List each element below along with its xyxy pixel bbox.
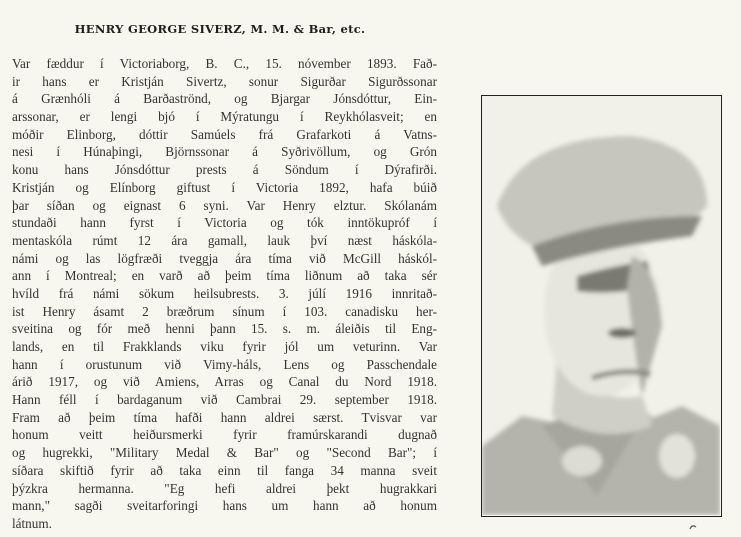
text-line: Fram að þeim tíma hafði hann aldrei særst. Tvisvar var [12, 409, 437, 425]
text-line: nesi í Húnaþingi, Björnssonar á Syðrivöllum, og Grón [12, 144, 437, 160]
text-line: mentaskóla rúmt 12 ára gamall, lauk því næst háskóla- [12, 232, 437, 248]
text-line: ann í Montreal; en varð að þeim tíma liðnum að taka sér [12, 268, 437, 284]
text-line: þýzkra hermanna. "Eg hefi aldrei þekt hugrakkari [12, 480, 437, 496]
text-line: hvíld frá námi sökum heilsubrests. 3. júlí 1916 innritað- [12, 285, 437, 301]
page-title: HENRY GEORGE SIVERZ, M. M. & Bar, etc. [74, 22, 366, 36]
text-line: og hugrekki, "Military Medal & Bar" og "Second Bar"; í [12, 445, 437, 461]
text-line: konu hans Jónsdóttur prests á Söndum í Dýrafirði. [12, 162, 437, 178]
text-line: Kristján og Elínborg giftust í Victoria 1892, hafa búið [12, 179, 437, 195]
biography-text [12, 55, 437, 533]
text-line: lands, en til Frakklands viku fyrir jól um veturinn. Var [12, 339, 437, 354]
text-line: stundaði hann fyrst í Victoria og tók inntökupróf í [12, 215, 437, 231]
text-line: þar síðan og eignast 6 syni. Var Henry elztur. Skólanám [12, 197, 437, 213]
text-line: sveitina og fór með henni þann 15. s. m. áleiðis til Eng- [12, 321, 437, 337]
text-line: Var fæddur í Victoriaborg, B. C., 15. nóvember 1893. Fað- [12, 56, 437, 71]
text-line: hann í orustunum við Vimy-háls, Lens og Passchendale [12, 356, 437, 372]
text-line: námi og las lögfræði tveggja ára tíma við McGill háskól- [12, 250, 437, 266]
text-line: síðara skiftið fyrir að taka einn til fanga 34 manna sveit [12, 462, 437, 478]
portrait-image [482, 96, 720, 515]
text-line: mann," sagði sveitarforingi hans um hann að honum [12, 498, 437, 514]
text-line: árið 1917, og við Amiens, Arras og Canal du Nord 1918. [12, 374, 437, 390]
text-line: á Grænhóli á Barðaströnd, og Bjargar Jónsdóttur, Ein- [12, 91, 437, 107]
printer-mark-icon [689, 524, 697, 530]
text-line: ir hans er Kristján Sivertz, sonur Sigurðar Sigurðssonar [12, 73, 437, 89]
text-line: látnum. [12, 515, 52, 531]
text-line: Hann féll í bardaganum við Cambrai 29. september 1918. [12, 392, 437, 408]
text-line: honum veitt heiðursmerki fyrir framúrskarandi dugnað [12, 427, 437, 443]
portrait-photo [481, 95, 722, 517]
text-line: arssonar, er lengi bjó í Mýratungu í Reykhólasveit; en [12, 109, 437, 125]
text-line: móðir Elinborg, dóttir Samúels frá Grafarkoti á Vatns- [12, 126, 437, 142]
text-line: ist Henry ásamt 2 bræðrum sínum í 103. canadisku her- [12, 303, 437, 319]
